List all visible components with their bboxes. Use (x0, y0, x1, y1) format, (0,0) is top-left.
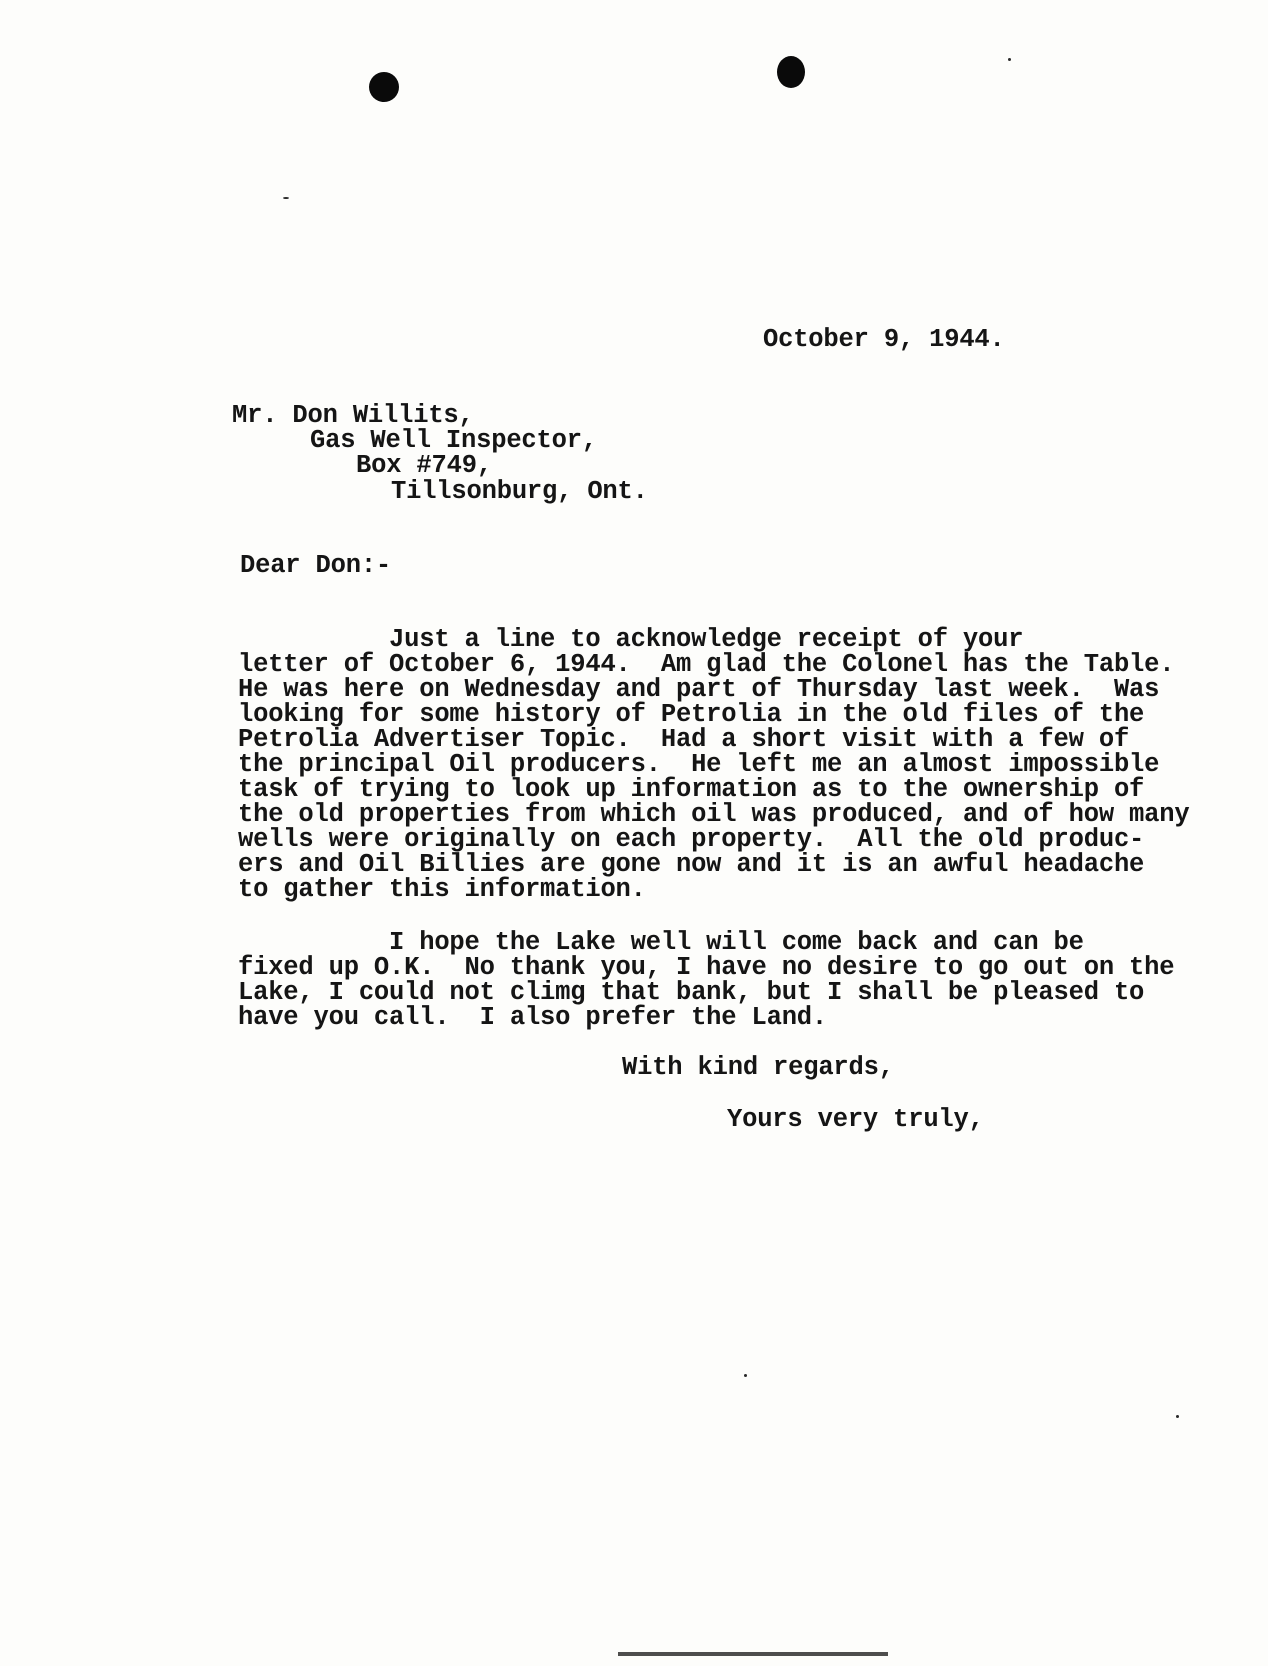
paper-speck (744, 1374, 747, 1377)
paragraph-line: ers and Oil Billies are gone now and it is an awful headache (238, 850, 1145, 879)
paragraph-line: the old properties from which oil was produced, and of how many (238, 800, 1190, 829)
salutation: Dear Don:- (240, 551, 392, 580)
paragraph-line: fixed up O.K. No thank you, I have no desire to go out on the (238, 953, 1175, 982)
recipient-city: Tillsonburg, Ont. (391, 477, 648, 506)
punch-hole-left (369, 72, 399, 102)
paragraph-line: Just a line to acknowledge receipt of your (238, 625, 1024, 654)
recipient-name: Mr. Don Willits, (232, 401, 474, 430)
paragraph-line: the principal Oil producers. He left me an almost impossible (238, 750, 1160, 779)
paragraph-line: task of trying to look up information as to the ownership of (238, 775, 1145, 804)
paragraph-line: looking for some history of Petrolia in the old files of the (238, 700, 1145, 729)
paper-speck (1176, 1415, 1179, 1418)
paragraph-line: Lake, I could not climg that bank, but I shall be pleased to (238, 978, 1145, 1007)
letter-date: October 9, 1944. (763, 325, 1005, 354)
recipient-box: Box #749, (356, 451, 492, 480)
paragraph-line: Petrolia Advertiser Topic. Had a short visit with a few of (238, 725, 1130, 754)
paragraph-line: to gather this information. (238, 875, 646, 904)
body-paragraph-1 (238, 627, 1198, 902)
paragraph-line: have you call. I also prefer the Land. (238, 1003, 827, 1032)
paper-speck (283, 197, 289, 199)
recipient-title: Gas Well Inspector, (310, 426, 597, 455)
closing-signoff: Yours very truly, (727, 1105, 984, 1134)
paragraph-line: He was here on Wednesday and part of Thursday last week. Was (238, 675, 1160, 704)
body-paragraph-2 (238, 930, 1198, 1030)
paragraph-line: wells were originally on each property. All the old produc- (238, 825, 1145, 854)
paragraph-line: letter of October 6, 1944. Am glad the Colonel has the Table. (238, 650, 1175, 679)
paper-speck (1008, 58, 1011, 61)
closing-regards: With kind regards, (622, 1053, 894, 1082)
page-edge-shadow (618, 1652, 888, 1656)
paragraph-line: I hope the Lake well will come back and can be (238, 928, 1084, 957)
punch-hole-right (777, 56, 805, 88)
